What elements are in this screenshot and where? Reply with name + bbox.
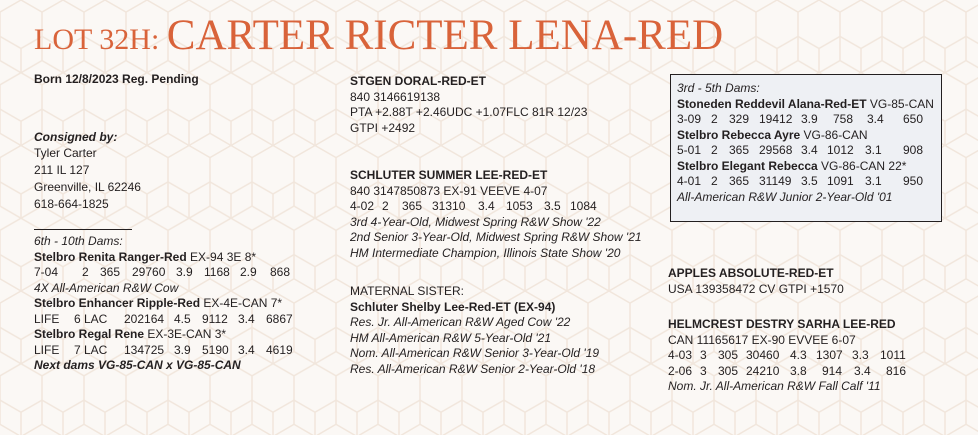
animal-name: CARTER RICTER LENA-RED: [166, 12, 724, 59]
sister-award: Res. All-American R&W Senior 2-Year-Old '18: [350, 361, 596, 376]
dam-name: SCHLUTER SUMMER LEE-RED-ET: [350, 168, 548, 182]
dam-name: Stelbro Elegant Rebecca VG-86-CAN 22*: [677, 158, 907, 173]
divider: [34, 229, 132, 230]
dams-label: 6th - 10th Dams:: [34, 234, 123, 248]
mgs-name: APPLES ABSOLUTE-RED-ET: [668, 266, 834, 280]
left-column: [34, 72, 293, 374]
sire-reg: 840 3146619138: [350, 89, 441, 104]
page-title: [34, 14, 723, 57]
dam-name: Stoneden Reddevil Alana-Red-ET VG-85-CAN: [677, 96, 934, 111]
dam-stats: LIFE 6 LAC 202164 4.5 9112 3.4 6867: [34, 311, 293, 326]
dam-award: 4X All-American R&W Cow: [34, 280, 179, 295]
right-column: [668, 266, 906, 395]
dam-stats: 4-02 2 365 31310 3.4 1053 3.5 1084: [350, 199, 597, 213]
dam-stats: LIFE 7 LAC 134725 3.9 5190 3.4 4619: [34, 342, 293, 357]
sister-name: Schluter Shelby Lee-Red-ET (EX-94): [350, 299, 556, 314]
sister-award: HM All-American R&W 5-Year-Old '21: [350, 330, 552, 345]
box-award: All-American R&W Junior 2-Year-Old '01: [677, 189, 893, 204]
gdam-name: HELMCREST DESTRY SARHA LEE-RED: [668, 317, 896, 331]
gdam-reg: CAN 11165617 EX-90 EVVEE 6-07: [668, 332, 856, 347]
sire-pta: PTA +2.88T +2.46UDC +1.07FLC 81R 12/23: [350, 105, 588, 119]
gdam-award: Nom. Jr. All-American R&W Fall Calf '11: [668, 379, 881, 393]
lot-number: LOT 32H:: [34, 23, 167, 56]
gdam-stats: 2-06 3 305 24210 3.8 914 3.4 816: [668, 363, 907, 378]
dam-reg: 840 3147850873 EX-91 VEEVE 4-07: [350, 183, 548, 198]
dam-stats: 4-01 2 365 31149 3.5 1091 3.1 950: [677, 174, 924, 188]
sister-label: MATERNAL SISTER:: [350, 284, 465, 298]
next-dams: Next dams VG-85-CAN x VG-85-CAN: [34, 358, 241, 372]
dam-name: Stelbro Enhancer Ripple-Red EX-4E-CAN 7*: [34, 296, 283, 310]
consignor-info: Tyler Carter 211 IL 127 Greenville, IL 62246 618-664-1825: [34, 146, 141, 211]
dam-name: Stelbro Renita Ranger-Red EX-94 3E 8*: [34, 249, 257, 264]
dam-award: HM Intermediate Champion, Illinois State Show '20: [350, 245, 621, 260]
dam-name: Stelbro Regal Rene EX-3E-CAN 3*: [34, 327, 227, 341]
dam-stats: 7-04 2 365 29760 3.9 1168 2.9 868: [34, 265, 291, 279]
middle-column: [350, 74, 642, 377]
box-label: 3rd - 5th Dams:: [677, 81, 760, 95]
dam-stats: 5-01 2 365 29568 3.4 1012 3.1 908: [677, 143, 924, 157]
mgs-reg: USA 139358472 CV GTPI +1570: [668, 281, 844, 296]
dam-award: 3rd 4-Year-Old, Midwest Spring R&W Show '22: [350, 214, 601, 229]
sire-name: STGEN DORAL-RED-ET: [350, 74, 486, 88]
sister-award: Res. Jr. All-American R&W Aged Cow '22: [350, 315, 571, 329]
sire-gtpi: GTPI +2492: [350, 120, 416, 135]
dam-name: Stelbro Rebecca Ayre VG-86-CAN: [677, 127, 868, 142]
birth-info: Born 12/8/2023 Reg. Pending: [34, 72, 199, 86]
dam-stats: 3-09 2 329 19412 3.9 758 3.4 650: [677, 112, 924, 126]
dam-award: 2nd Senior 3-Year-Old, Midwest Spring R&W Show '21: [350, 230, 642, 244]
dams-box: [670, 74, 942, 222]
gdam-stats: 4-03 3 305 30460 4.3 1307 3.3 1011: [668, 348, 906, 362]
consigned-label: Consigned by:: [34, 129, 118, 144]
sister-award: Nom. All-American R&W Senior 3-Year-Old '19: [350, 346, 600, 360]
